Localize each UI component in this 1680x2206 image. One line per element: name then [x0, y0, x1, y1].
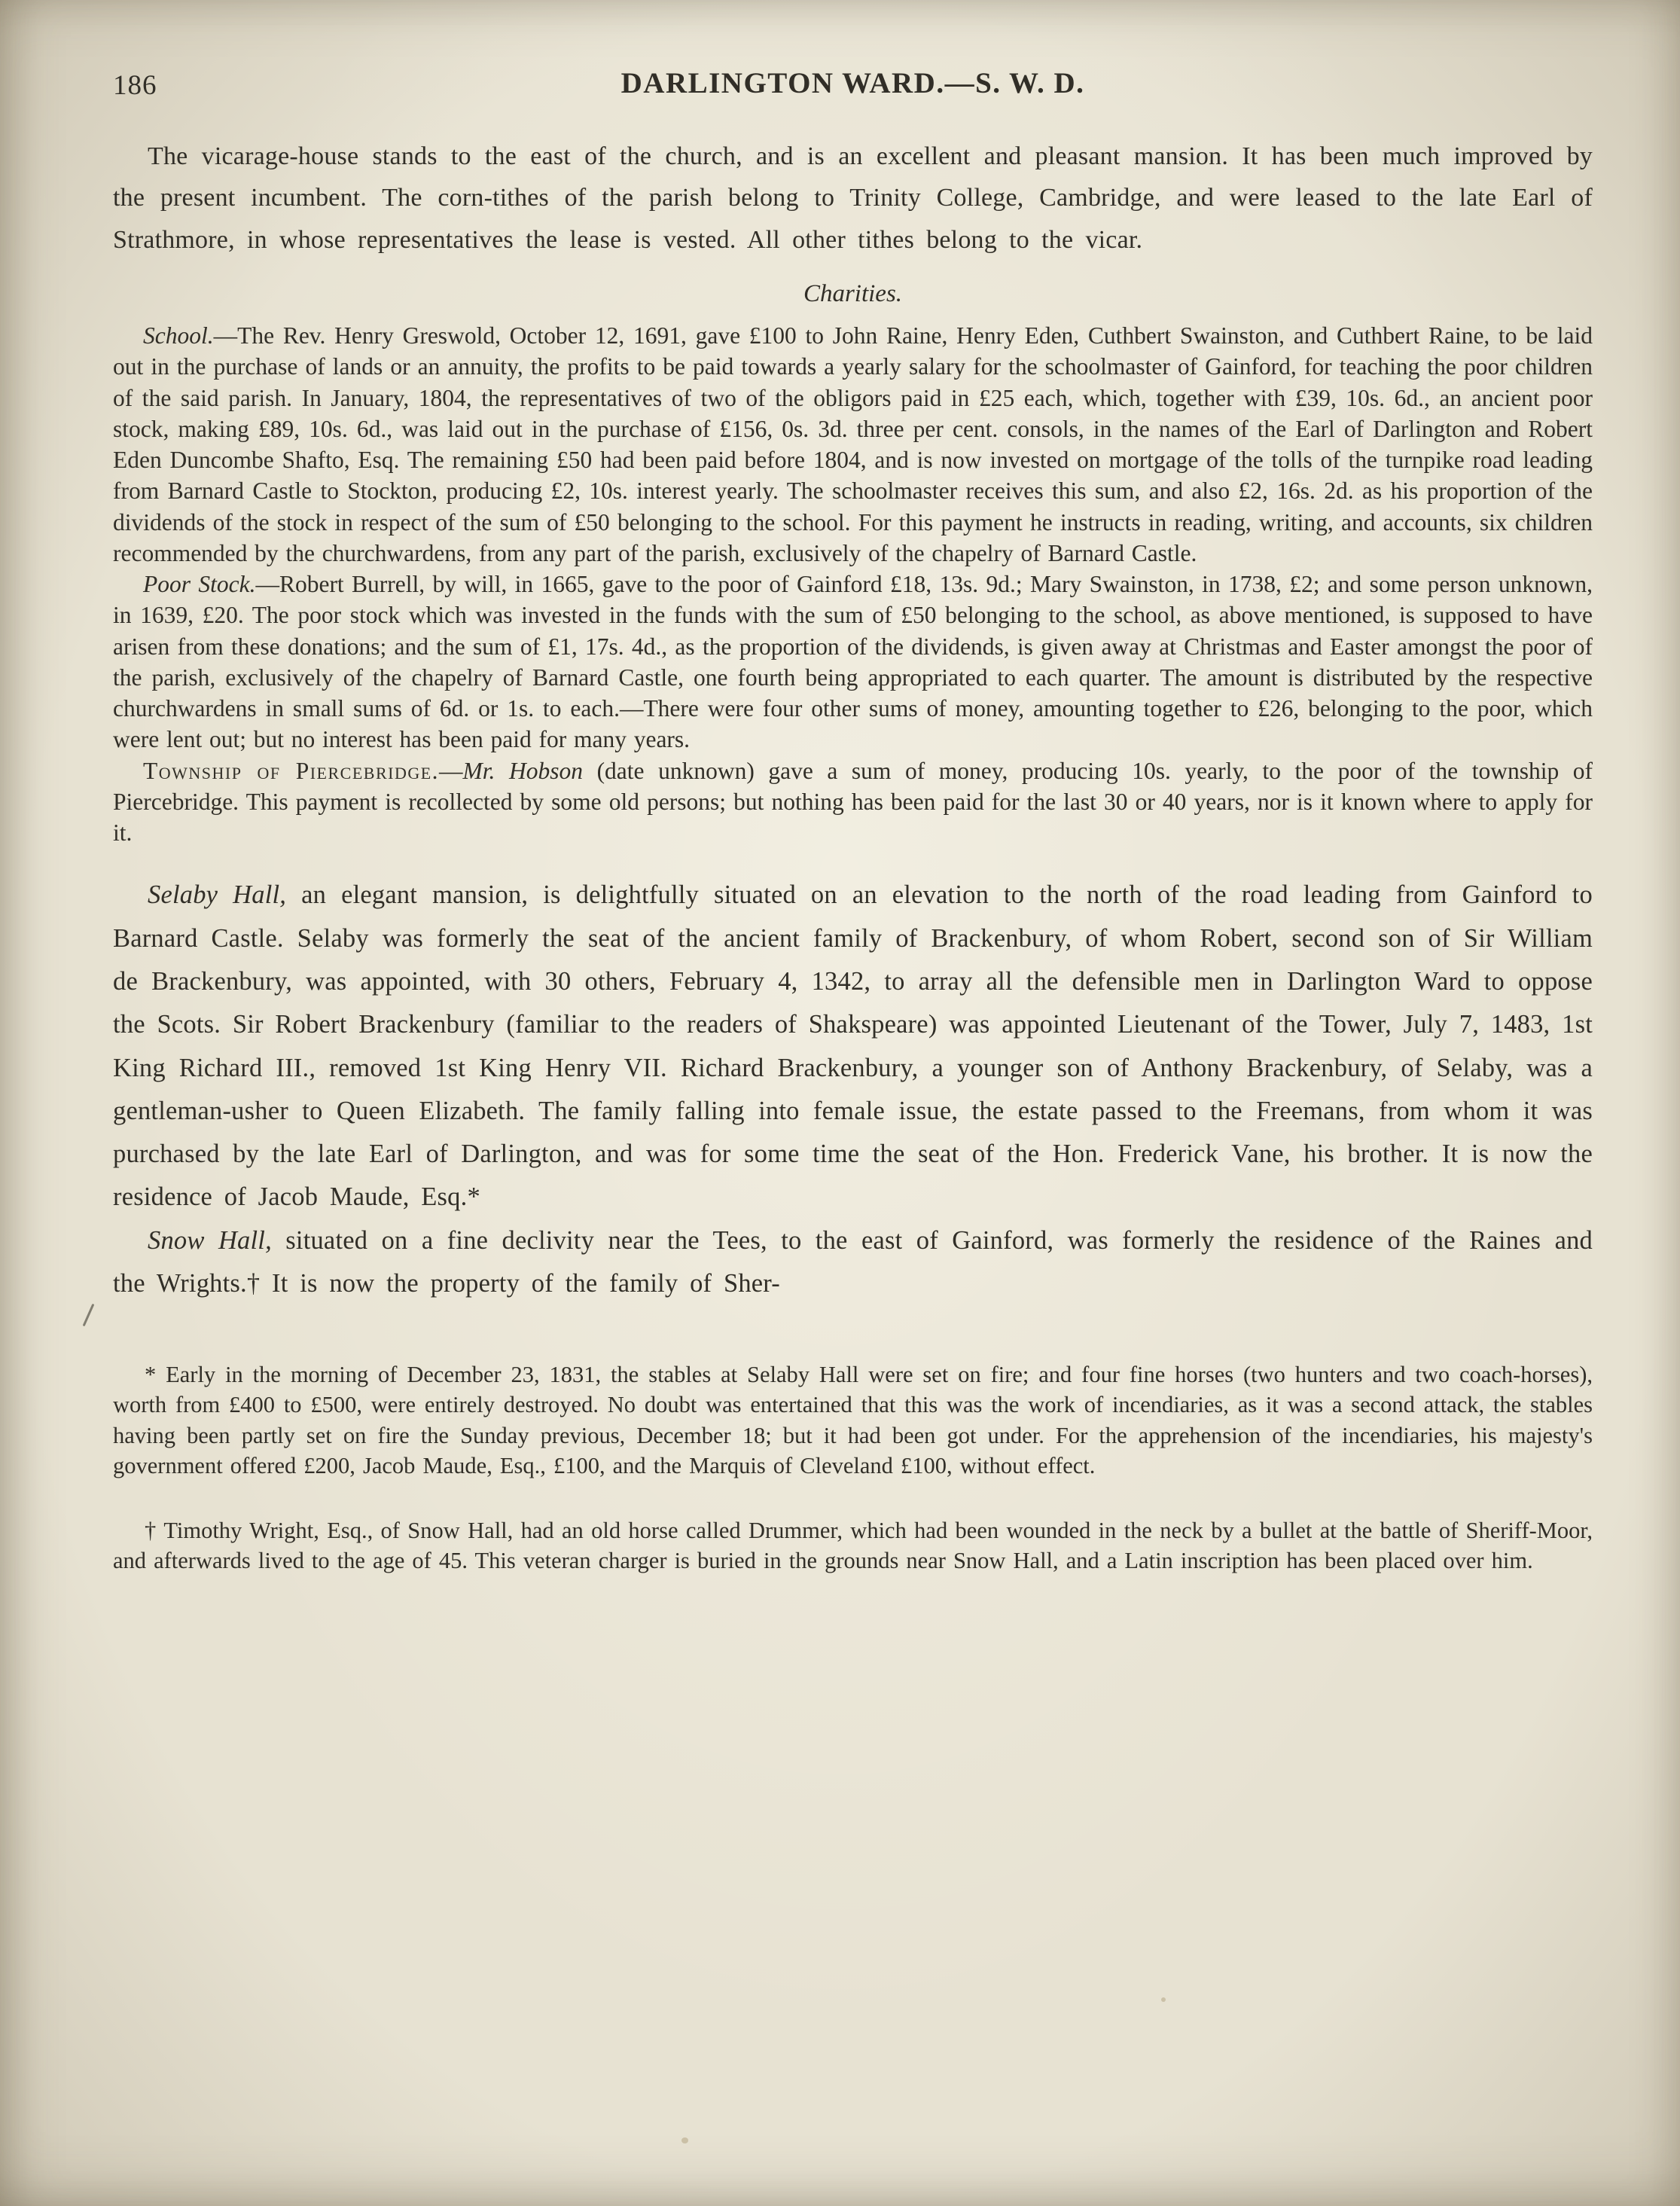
- text-segment: Snow Hall,: [148, 1225, 272, 1255]
- page-number: 186: [113, 70, 157, 101]
- piercebridge-paragraph: [113, 755, 1593, 849]
- text-segment: Mr. Hobson: [462, 757, 597, 784]
- page-header: [113, 66, 1593, 110]
- text-segment: —The Rev. Henry Greswold, October 12, 1691, gave £100 to John Raine, Henry Eden, Cuthbert Swainston, and Cuthbert Raine, to be laid out in the purchase of lands or an annuity, the profits to be paid towards a yearly salary for the schoolmaster of Gainford, for teaching the poor children of the said parish. In January, 1804, the representatives of two of the obligors paid in £25 each, which, together with £39, 10s. 6d., an ancient poor stock, making £89, 10s. 6d., was laid out in the purchase of £156, 0s. 3d. three per cent. consols, in the names of the Earl of Darlington and Robert Eden Duncombe Shafto, Esq. The remaining £50 had been paid before 1804, and is now invested on mortgage of the tolls of the turnpike road leading from Barnard Castle to Stockton, producing £2, 10s. interest yearly. The schoolmaster receives this sum, and also £2, 16s. 2d. as his proportion of the dividends of the stock in respect of the sum of £50 belonging to the school. For this payment he instructs in reading, writing, and accounts, six children recommended by the churchwardens, from any part of the parish, exclusively of the chapelry of Barnard Castle.: [113, 322, 1593, 566]
- text-segment: Poor Stock.: [143, 571, 256, 598]
- paper-speck: [681, 2137, 688, 2143]
- text-segment: Selaby Hall,: [148, 880, 287, 910]
- page-body: [113, 136, 1593, 1576]
- text-segment: Charities.: [803, 280, 903, 308]
- footnote-selaby-fire: [113, 1359, 1593, 1481]
- text-segment: situated on a fine declivity near the Tees, to the east of Gainford, was formerly the residence of the Raines and the Wrights.† It is now the property of the family of Sher-: [113, 1225, 1593, 1298]
- text-segment: Township of Piercebridge.: [143, 757, 440, 784]
- text-segment: an elegant mansion, is delightfully situated on an elevation to the north of the road leading from Gainford to Barnard Castle. Selaby was formerly the seat of the ancient family of Brackenbury, of whom Robert, second son of Sir William de Brackenbury, was appointed, with 30 others, February 4, 1342, to array all the defensible men in Darlington Ward to oppose the Scots. Sir Robert Brackenbury (familiar to the readers of Shakspeare) was appointed Lieutenant of the Tower, July 7, 1483, 1st King Richard III., removed 1st King Henry VII. Richard Brackenbury, a younger son of Anthony Brackenbury, of Selaby, was a gentleman-usher to Queen Elizabeth. The family falling into female issue, the estate passed to the Freemans, from whom it was purchased by the late Earl of Darlington, and was for some time the seat of the Hon. Frederick Vane, his brother. It is now the residence of Jacob Maude, Esq.*: [113, 880, 1593, 1212]
- text-segment: School.: [143, 322, 214, 349]
- poor-stock-paragraph: [113, 569, 1593, 755]
- text-segment: (date unknown) gave a sum of money, producing 10s. yearly, to the poor of the township of Piercebridge. This payment is recollected by some old persons; but nothing has been paid for the last 30 or 40 years, nor is it known where to apply for it.: [113, 757, 1593, 847]
- snow-hall-paragraph: [113, 1219, 1593, 1306]
- text-segment: —Robert Burrell, by will, in 1665, gave to the poor of Gainford £18, 13s. 9d.; Mary Swainston, in 1738, £2; and some person unknown, in 1639, £20. The poor stock which was invested in the funds with the sum of £50 belonging to the school, as above mentioned, is supposed to have arisen from these donations; and the sum of £1, 17s. 4d., as the proportion of the dividends, is given away at Christmas and Easter amongst the poor of the parish, exclusively of the chapelry of Barnard Castle, one fourth being appropriated to each quarter. The amount is distributed by the respective churchwardens in small sums of 6d. or 1s. to each.—There were four other sums of money, amounting together to £26, belonging to the poor, which were lent out; but no interest has been paid for many years.: [113, 571, 1593, 753]
- text-segment: —: [439, 757, 463, 784]
- running-title: DARLINGTON WARD.—S. W. D.: [620, 67, 1085, 99]
- selaby-hall-paragraph: [113, 874, 1593, 1219]
- footnote-snow-hall-horse: [113, 1515, 1593, 1576]
- charities-heading: [113, 280, 1593, 308]
- text-segment: † Timothy Wright, Esq., of Snow Hall, had an old horse called Drummer, which had been wounded in the neck by a bullet at the battle of Sheriff-Moor, and afterwards lived to the age of 45. This veteran charger is buried in the grounds near Snow Hall, and a Latin inscription has been placed over him.: [113, 1518, 1593, 1574]
- school-paragraph: [113, 320, 1593, 569]
- intro-paragraph: [113, 136, 1593, 261]
- text-segment: * Early in the morning of December 23, 1831, the stables at Selaby Hall were set on fire; and four fine horses (two hunters and two coach-horses), worth from £400 to £500, were entirely destroyed. No doubt was entertained that this was the work of incendiaries, as it was a second attack, the stables having been partly set on fire the Sunday previous, December 18; but it had been got under. For the apprehension of the incendiaries, his majesty's government offered £200, Jacob Maude, Esq., £100, and the Marquis of Cleveland £100, without effect.: [113, 1362, 1593, 1478]
- paper-speck: [1161, 1997, 1166, 2002]
- text-segment: The vicarage-house stands to the east of the church, and is an excellent and pleasant mansion. It has been much improved by the present incumbent. The corn-tithes of the parish belong to Trinity College, Cambridge, and were leased to the late Earl of Strathmore, in whose representatives the lease is vested. All other tithes belong to the vicar.: [113, 142, 1593, 254]
